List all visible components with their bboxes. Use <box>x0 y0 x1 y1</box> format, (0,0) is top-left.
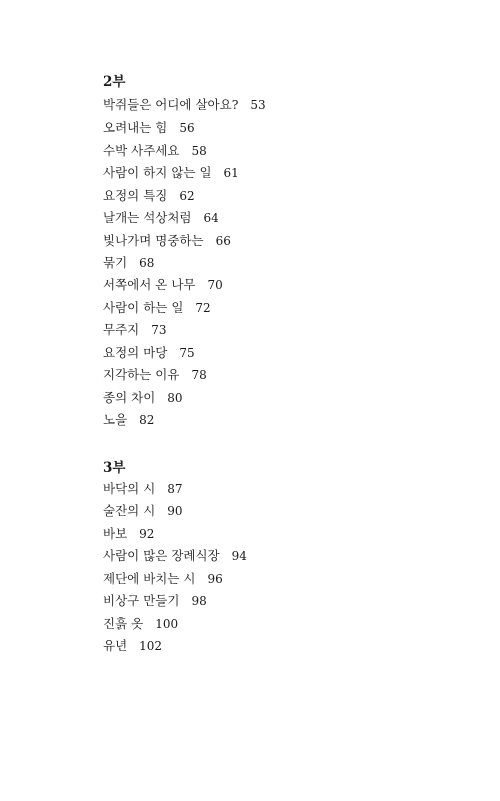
toc-entry-title: 술잔의 시 <box>103 503 156 518</box>
toc-entry <box>103 523 154 545</box>
toc-entry-title: 진흙 옷 <box>103 616 144 631</box>
toc-entry-page: 72 <box>195 301 211 315</box>
toc-entry-title: 빛나가며 명중하는 <box>103 233 204 248</box>
toc-entry <box>103 568 223 590</box>
toc-entry <box>103 162 239 184</box>
toc-entry <box>103 635 162 657</box>
toc-entry-page: 75 <box>179 346 195 360</box>
toc-entry-page: 62 <box>179 189 195 203</box>
toc-entry-page: 96 <box>207 572 223 586</box>
toc-entry-title: 노을 <box>103 412 128 427</box>
toc-entry-title: 요정의 특징 <box>103 188 168 203</box>
toc-entry-page: 98 <box>191 594 207 608</box>
toc-entry-page: 64 <box>203 211 219 225</box>
toc-entry-page: 68 <box>139 256 155 270</box>
toc-entry <box>103 185 195 207</box>
toc-entry-title: 바보 <box>103 526 128 541</box>
toc-entry <box>103 319 167 341</box>
toc-entry-page: 53 <box>250 98 266 112</box>
toc-entry <box>103 140 207 162</box>
toc-entry-page: 90 <box>167 504 183 518</box>
toc-entry-page: 56 <box>179 121 195 135</box>
part-title: 2부 <box>103 74 126 90</box>
toc-entry-title: 묶기 <box>103 255 128 270</box>
toc-entry <box>103 364 207 386</box>
toc-entry-title: 사람이 하지 않는 일 <box>103 165 212 180</box>
toc-entry <box>103 545 247 567</box>
toc-entry-title: 종의 차이 <box>103 390 156 405</box>
toc-entry-title: 날개는 석상처럼 <box>103 210 192 225</box>
toc-entry <box>103 274 223 296</box>
toc-entry-page: 94 <box>231 549 247 563</box>
toc-entry <box>103 409 154 431</box>
toc-entry <box>103 230 231 252</box>
toc-entry-page: 73 <box>151 323 167 337</box>
toc-entry-title: 박쥐들은 어디에 살아요? <box>103 97 239 112</box>
toc-entry <box>103 297 211 319</box>
toc-entry-title: 서쪽에서 온 나무 <box>103 277 196 292</box>
toc-entry <box>103 387 183 409</box>
toc-entry <box>103 478 183 500</box>
toc-entry-title: 오려내는 힘 <box>103 120 168 135</box>
part-title: 3부 <box>103 460 126 476</box>
toc-entry <box>103 207 219 229</box>
toc-entry-title: 사람이 많은 장례식장 <box>103 548 220 563</box>
toc-entry <box>103 613 178 635</box>
toc-entry <box>103 590 207 612</box>
toc-entry-page: 80 <box>167 391 183 405</box>
toc-entry-title: 비상구 만들기 <box>103 593 180 608</box>
toc-entry-title: 지각하는 이유 <box>103 367 180 382</box>
toc-entry-page: 66 <box>215 234 231 248</box>
toc-entry-title: 무주지 <box>103 322 140 337</box>
toc-entry-title: 바닥의 시 <box>103 481 156 496</box>
toc-entry <box>103 117 195 139</box>
toc-entry-page: 102 <box>139 639 163 653</box>
toc-entry-page: 58 <box>191 144 207 158</box>
toc-entry-page: 100 <box>155 617 179 631</box>
toc-entry-title: 사람이 하는 일 <box>103 300 184 315</box>
toc-entry <box>103 94 266 116</box>
toc-entry-title: 요정의 마당 <box>103 345 168 360</box>
toc-entry-title: 유년 <box>103 638 128 653</box>
toc-entry-page: 92 <box>139 527 155 541</box>
toc-entry <box>103 252 154 274</box>
toc-entry <box>103 500 183 522</box>
toc-entry-page: 87 <box>167 482 183 496</box>
toc-entry <box>103 342 195 364</box>
toc-entry-page: 82 <box>139 413 155 427</box>
toc-entry-page: 70 <box>207 278 223 292</box>
toc-entry-page: 61 <box>223 166 239 180</box>
toc-entry-page: 78 <box>191 368 207 382</box>
toc-entry-title: 수박 사주세요 <box>103 143 180 158</box>
toc-entry-title: 제단에 바치는 시 <box>103 571 196 586</box>
